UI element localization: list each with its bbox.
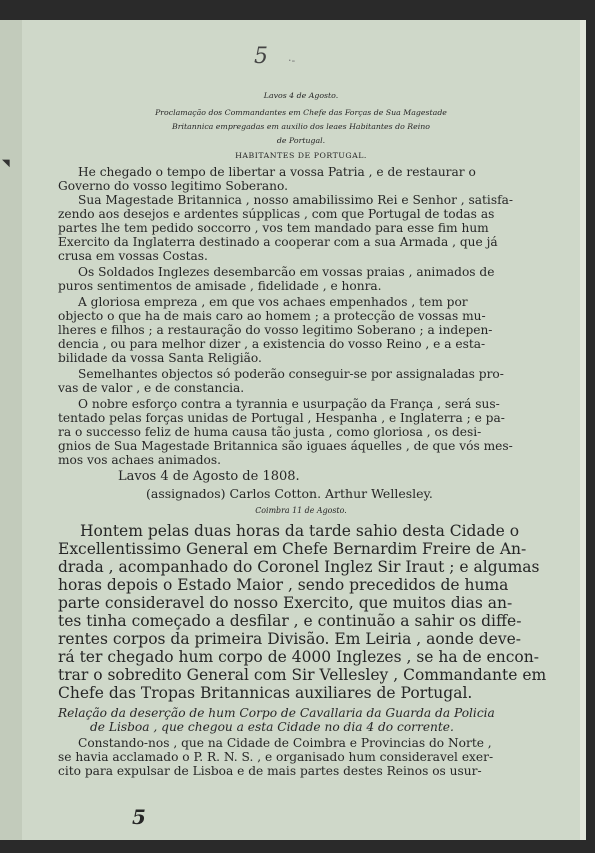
text-line: partes lhe tem pedido soccorro , vos tem mandado para esse fim hum xyxy=(58,221,489,235)
text-line: He chegado o tempo de libertar a vossa Patria , e de restaurar o xyxy=(78,165,476,179)
text-line-large: Excellentissimo General em Chefe Bernardim Freire de An- xyxy=(58,540,527,558)
text-line-large: Hontem pelas duas horas da tarde sahio desta Cidade o xyxy=(80,522,520,540)
text-line-large: parte consideravel do nosso Exercito, que muitos dias an- xyxy=(58,594,513,612)
text-line: zendo aos desejos e ardentes súpplicas , com que Portugal de todas as xyxy=(58,207,495,221)
text-line-large: horas depois o Estado Maior , sendo precedidos de huma xyxy=(58,576,509,594)
text-line-large: tes tinha começado a desfilar , e continuão a sahir os diffe- xyxy=(58,612,522,630)
page-number: 5 xyxy=(254,44,268,69)
text-line: Sua Magestade Britannica , nosso amabilissimo Rei e Senhor , satisfa- xyxy=(78,193,513,207)
page-edge xyxy=(580,20,586,840)
text-line-large: trar o sobredito General com Sir Vellesley , Commandante em xyxy=(58,666,547,684)
ink-mark: ·- xyxy=(288,54,296,67)
relacao-title-2: de Lisboa , que chegou a esta Cidade no dia 4 do corrente. xyxy=(90,720,454,734)
margin-mark: ◥ xyxy=(2,158,10,169)
text-line: bilidade da vossa Santa Religião. xyxy=(58,351,262,365)
text-line: Os Soldados Inglezes desembarcão em vossas praias , animados de xyxy=(78,265,495,279)
text-line: A gloriosa empreza , em que vos achaes empenhados , tem por xyxy=(78,295,468,309)
text-line: dencia , ou para melhor dizer , a existencia do vosso Reino , e a esta- xyxy=(58,337,486,351)
date-line: Lavos 4 de Agosto de 1808. xyxy=(118,469,300,484)
text-line: crusa em vossas Costas. xyxy=(58,249,208,263)
dateline-heading: Lavos 4 de Agosto. xyxy=(263,91,339,100)
proclamation-title-1: Proclamação dos Commandantes em Chefe das Forças de Sua Magestade xyxy=(155,108,447,117)
text-line-large: rá ter chegado hum corpo de 4000 Inglezes , se ha de encon- xyxy=(58,648,539,666)
text-line: Constando-nos , que na Cidade de Coimbra e Provincias do Norte , xyxy=(78,736,492,750)
text-line: puros sentimentos de amisade , fidelidade , e honra. xyxy=(58,279,382,293)
gathering-signature: 5 xyxy=(132,805,146,829)
proclamation-title-2: Britannica empregadas em auxilio dos leaes Habitantes do Reino xyxy=(172,122,430,131)
relacao-title-1: Relação da deserção de hum Corpo de Cavallaria da Guarda da Policia xyxy=(58,706,495,720)
text-line: objecto o que ha de mais caro ao homem ; a protecção de vossas mu- xyxy=(58,309,486,323)
text-line-large: drada , acompanhado do Coronel Inglez Sir Iraut ; e algumas xyxy=(58,558,540,576)
text-line: Semelhantes objectos só poderão conseguir-se por assignaladas pro- xyxy=(78,367,504,381)
text-line: tentado pelas forças unidas de Portugal , Hespanha , e Inglaterra ; e pa- xyxy=(58,411,505,425)
text-line: gnios de Sua Magestade Britannica são iguaes áquelles , de que vós mes- xyxy=(58,439,513,453)
document-page xyxy=(22,20,580,840)
text-line: Governo do vosso legitimo Soberano. xyxy=(58,179,289,193)
text-line: Exercito da Inglaterra destinado a cooperar com a sua Armada , que já xyxy=(58,235,498,249)
text-line-large: rentes corpos da primeira Divisão. Em Leiria , aonde deve- xyxy=(58,630,521,648)
text-line: vas de valor , e de constancia. xyxy=(58,381,245,395)
text-line: mos vos achaes animados. xyxy=(58,453,222,467)
coimbra-heading: Coimbra 11 de Agosto. xyxy=(255,506,347,515)
signatories-line: (assignados) Carlos Cotton. Arthur Wellesley. xyxy=(146,486,433,501)
text-line: O nobre esforço contra a tyrannia e usurpação da França , será sus- xyxy=(78,397,500,411)
text-line: se havia acclamado o P. R. N. S. , e organisado hum consideravel exer- xyxy=(58,750,494,764)
text-line: lheres e filhos ; a restauração do vosso legitimo Soberano ; a indepen- xyxy=(58,323,493,337)
proclamation-heading: HABITANTES DE PORTUGAL. xyxy=(235,151,367,160)
text-line: ra o successo feliz de huma causa tão justa , como gloriosa , os desi- xyxy=(58,425,482,439)
book-gutter xyxy=(0,20,23,840)
text-line-large: Chefe das Tropas Britannicas auxiliares de Portugal. xyxy=(58,684,473,702)
text-line: cito para expulsar de Lisboa e de mais partes destes Reinos os usur- xyxy=(58,764,482,778)
proclamation-title-3: de Portugal. xyxy=(276,136,326,145)
